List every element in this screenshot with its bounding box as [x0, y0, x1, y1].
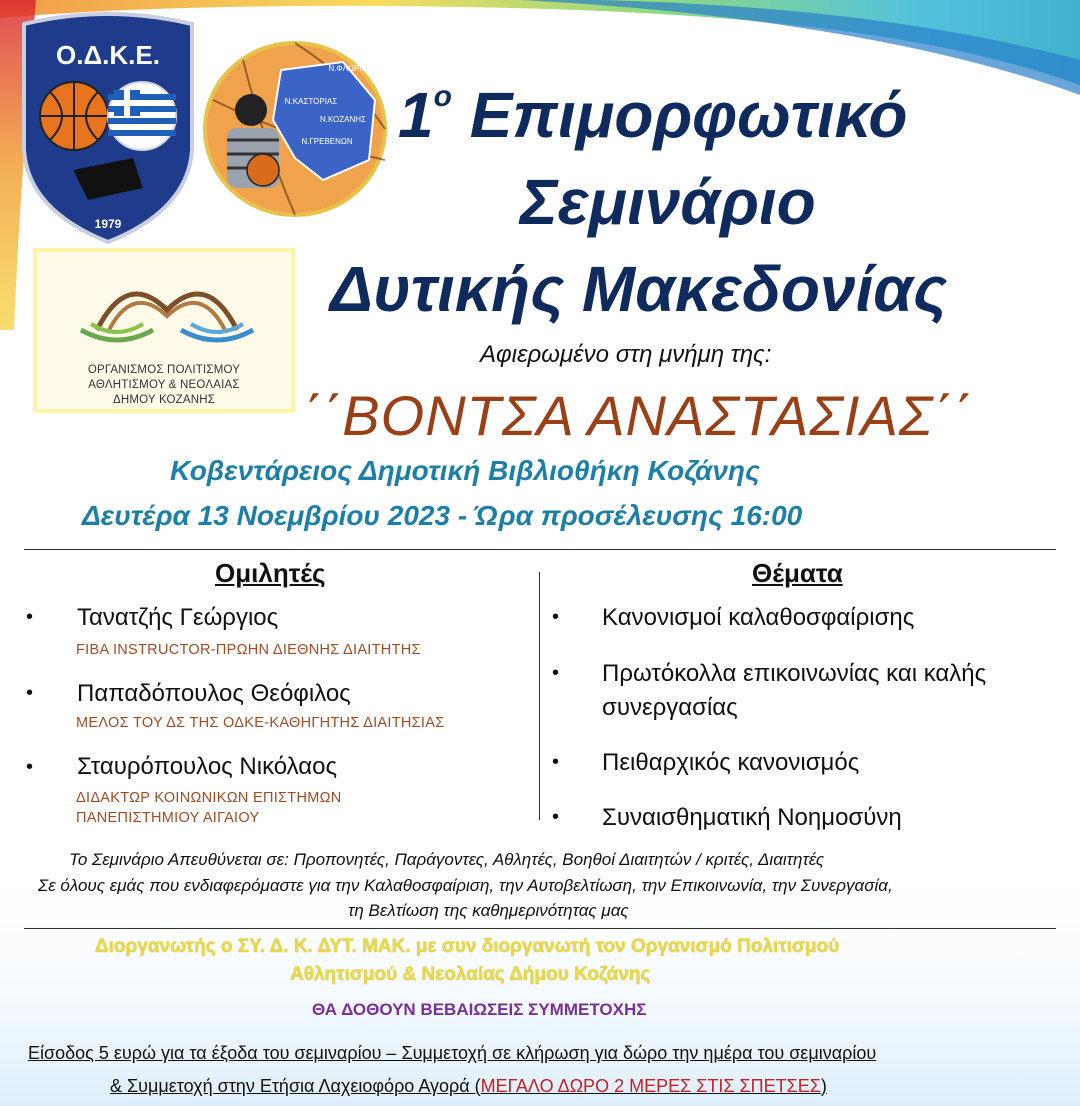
- title-superscript: ο: [433, 80, 452, 113]
- speaker-name: Παπαδόπουλος Θεόφιλος: [77, 680, 351, 707]
- grand-prize-text: ΜΕΓΑΛΟ ΔΩΡΟ 2 ΜΕΡΕΣ ΣΤΙΣ ΣΠΕΤΣΕΣ: [480, 1076, 821, 1096]
- bullet-icon: •: [552, 606, 560, 628]
- dedication-text: Αφιερωμένο στη μνήμη της:: [480, 341, 772, 368]
- lottery-text: [110, 1076, 827, 1097]
- bullet-icon: •: [552, 662, 560, 684]
- map-label-florina: Ν.ΦΛΩΡΙΝΑΣ: [328, 64, 378, 73]
- speakers-heading: Ομιλητές: [215, 558, 326, 588]
- org-name-line-2: ΑΘΛΗΤΙΣΜΟΥ & ΝΕΟΛΑΙΑΣ: [88, 379, 240, 391]
- kozani-organization-logo: [33, 248, 295, 413]
- honoree-name: ΄΄ΒΟΝΤΣΑ ΑΝΑΣΤΑΣΙΑΣ΄΄: [303, 384, 973, 447]
- map-label-kastoria: Ν.ΚΑΣΤΟΡΙΑΣ: [284, 97, 338, 106]
- speaker-name: Τανατζής Γεώργιος: [77, 604, 279, 631]
- referee-map-logo: [203, 40, 388, 218]
- organizer-line-2: Αθλητισμού & Νεολαίας Δήμου Κοζάνης: [290, 964, 651, 985]
- title-line-2: Σεμινάριο: [520, 166, 816, 238]
- bullet-icon: •: [552, 751, 560, 773]
- speaker-role: ΜΕΛΟΣ ΤΟΥ ΔΣ ΤΗΣ ΟΔΚΕ-ΚΑΘΗΓΗΤΗΣ ΔΙΑΙΤΗΣΙΑΣ: [76, 715, 445, 731]
- organizer-line-1: Διοργανωτής ο ΣΥ. Δ. Κ. ΔΥΤ. ΜΑΚ. με συν διοργανωτή τον Οργανισμό Πολιτισμού: [95, 936, 840, 957]
- divider-top: [24, 549, 1056, 550]
- odke-logo: [18, 10, 198, 245]
- topic-item: Κανονισμοί καλαθοσφαίρισης: [602, 604, 915, 631]
- title-line-3: Δυτικής Μακεδονίας: [330, 253, 948, 325]
- title-number: 1: [398, 79, 434, 151]
- bullet-icon: •: [26, 606, 34, 628]
- speaker-role: ΔΙΔΑΚΤΩΡ ΚΟΙΝΩΝΙΚΩΝ ΕΠΙΣΤΗΜΩΝ: [76, 790, 342, 806]
- venue-text: Κοβεντάρειος Δημοτική Βιβλιοθήκη Κοζάνης: [170, 455, 760, 486]
- referee-head-icon: [235, 94, 267, 126]
- bullet-icon: •: [26, 756, 34, 778]
- audience-line-2: Σε όλους εμάς που ενδιαφερόμαστε για την Καλαθοσφαίριση, την Αυτοβελτίωση, την Επικοινωνία, την Συνεργασία,: [38, 876, 893, 895]
- audience-line-1: Το Σεμινάριο Απευθύνεται σε: Προπονητές, Παράγοντες, Αθλητές, Βοηθοί Διαιτητών / κριτές, Διαιτητές: [69, 850, 825, 869]
- map-label-grevena: Ν.ΓΡΕΒΕΝΩΝ: [301, 137, 353, 146]
- bullet-icon: •: [26, 682, 34, 704]
- entry-fee-text: Είσοδος 5 ευρώ για τα έξοδα του σεμιναρίου – Συμμετοχή σε κλήρωση για δώρο την ημέρα του σεμιναρίου: [28, 1043, 877, 1063]
- odke-year: 1979: [94, 217, 122, 231]
- certificates-notice: ΘΑ ΔΟΘΟΥΝ ΒΕΒΑΙΩΣΕΙΣ ΣΥΜΜΕΤΟΧΗΣ: [312, 1000, 647, 1019]
- speaker-name: Σταυρόπουλος Νικόλαος: [77, 753, 338, 780]
- speaker-role: FIBA INSTRUCTOR-ΠΡΩΗΝ ΔΙΕΘΝΗΣ ΔΙΑΙΤΗΤΗΣ: [76, 642, 421, 658]
- org-waves-icon: [77, 270, 257, 350]
- title-line-1: [398, 78, 907, 152]
- speaker-role: ΠΑΝΕΠΙΣΤΗΜΙΟΥ ΑΙΓΑΙΟΥ: [76, 810, 260, 826]
- date-time-text: Δευτέρα 13 Νοεμβρίου 2023 - Ώρα προσέλευσης 16:00: [82, 500, 803, 531]
- org-name-line-1: ΟΡΓΑΝΙΣΜΟΣ ΠΟΛΙΤΙΣΜΟΥ: [87, 364, 241, 376]
- title-word: Επιμορφωτικό: [469, 79, 908, 151]
- topic-item-continued: συνεργασίας: [602, 694, 738, 721]
- audience-line-3: τη Βελτίωση της καθημερινότητας μας: [348, 901, 629, 920]
- topic-item: Συναισθηματική Νοημοσύνη: [602, 804, 902, 831]
- topic-item: Πειθαρχικός κανονισμός: [602, 749, 860, 776]
- lottery-prefix: & Συμμετοχή στην Ετήσια Λαχειοφόρο Αγορά (: [110, 1076, 481, 1096]
- bullet-icon: •: [552, 806, 560, 828]
- lottery-suffix: ): [820, 1076, 827, 1096]
- divider-bottom: [24, 928, 1056, 929]
- column-divider: [539, 572, 540, 820]
- topics-heading: Θέματα: [752, 558, 843, 588]
- topic-item: Πρωτόκολλα επικοινωνίας και καλής: [602, 660, 987, 687]
- map-label-kozani: Ν.ΚΟΖΑΝΗΣ: [319, 115, 367, 124]
- odke-name: Ο.Δ.Κ.Ε.: [56, 40, 160, 70]
- org-name-line-3: ΔΗΜΟΥ ΚΟΖΑΝΗΣ: [112, 394, 216, 406]
